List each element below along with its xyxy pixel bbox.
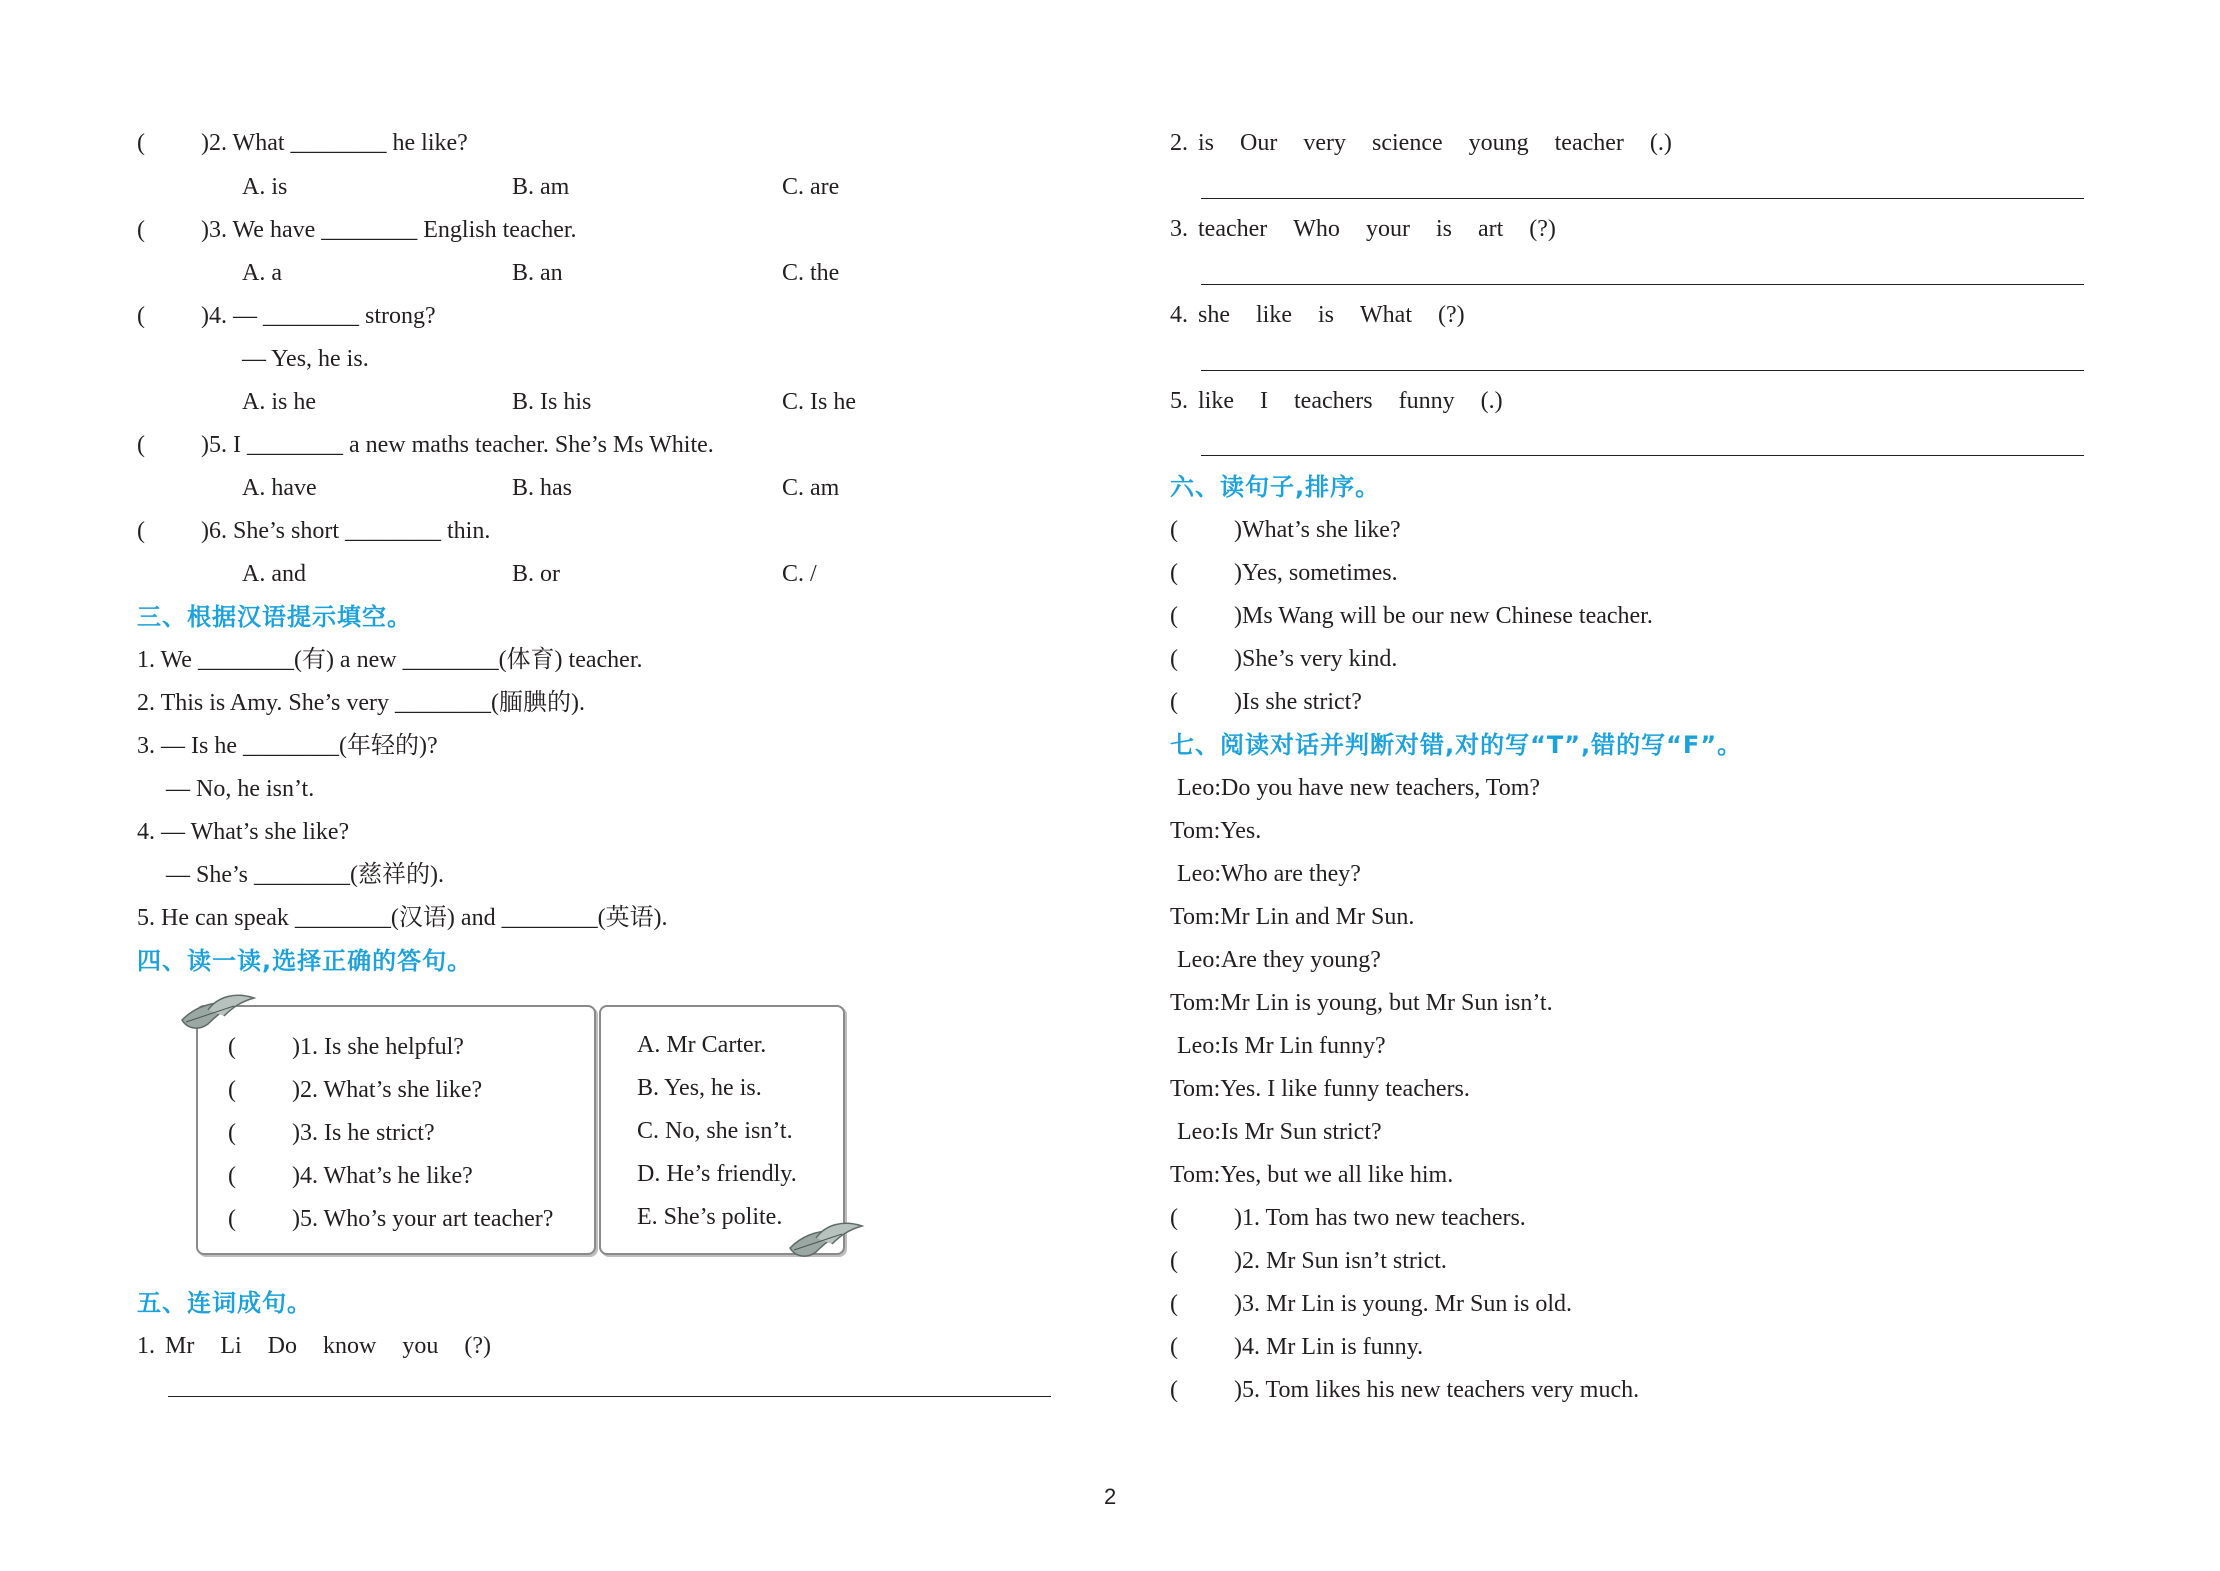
fill-line-2: 2. This is Amy. She’s very ________(腼腆的). (137, 690, 585, 716)
match-question-3: ( )3. Is he strict? (228, 1120, 435, 1146)
mc-question-2: ( )2. What ________ he like? (137, 130, 468, 156)
fill-line-4-reply: — She’s ________(慈祥的). (166, 862, 444, 888)
word-order-item-4: 4. she like is What (?) (1170, 302, 1465, 328)
mc-option-b: B. or (512, 561, 560, 587)
mc-option-b: B. an (512, 260, 563, 286)
match-answer-a: A. Mr Carter. (637, 1032, 767, 1058)
match-answer-d: D. He’s friendly. (637, 1161, 797, 1187)
mc-option-c: C. am (782, 475, 840, 501)
fill-line-1: 1. We ________(有) a new ________(体育) teacher. (137, 647, 643, 673)
order-item-4: ( )She’s very kind. (1170, 646, 1398, 672)
tf-statement-4: ( )4. Mr Lin is funny. (1170, 1334, 1424, 1360)
mc-option-c: C. are (782, 174, 840, 200)
mc-option-a: A. have (242, 475, 317, 501)
mc-option-a: A. is (242, 174, 288, 200)
dialogue-line: Leo:Who are they? (1177, 861, 1361, 887)
answer-line (1201, 370, 2084, 371)
word-order-item-1: 1. Mr Li Do know you (?) (137, 1333, 491, 1359)
dialogue-line: Leo:Is Mr Lin funny? (1177, 1033, 1386, 1059)
page-number: 2 (1104, 1484, 1117, 1509)
match-answer-c: C. No, she isn’t. (637, 1118, 793, 1144)
mc-question-6: ( )6. She’s short ________ thin. (137, 518, 491, 544)
dialogue-line: Tom:Yes, but we all like him. (1170, 1162, 1454, 1188)
order-item-2: ( )Yes, sometimes. (1170, 560, 1398, 586)
match-question-5: ( )5. Who’s your art teacher? (228, 1206, 554, 1232)
match-question-2: ( )2. What’s she like? (228, 1077, 483, 1103)
dialogue-line: Tom:Mr Lin is young, but Mr Sun isn’t. (1170, 990, 1553, 1016)
mc-option-c: C. Is he (782, 389, 856, 415)
mc-option-a: A. and (242, 561, 306, 587)
fill-line-5: 5. He can speak ________(汉语) and ________(英语). (137, 905, 668, 931)
mc-option-c: C. the (782, 260, 840, 286)
dialogue-line: Tom:Yes. (1170, 818, 1262, 844)
match-answer-e: E. She’s polite. (637, 1204, 783, 1230)
mc-question-5: ( )5. I ________ a new maths teacher. She’s Ms White. (137, 432, 714, 458)
mc-option-a: A. a (242, 260, 282, 286)
match-answer-b: B. Yes, he is. (637, 1075, 762, 1101)
mc-option-b: B. Is his (512, 389, 592, 415)
leaf-ornament-icon (786, 1218, 866, 1264)
answer-line (1201, 198, 2084, 199)
match-question-1: ( )1. Is she helpful? (228, 1034, 464, 1060)
mc-question-4: ( )4. — ________ strong? (137, 303, 436, 329)
mc-option-b: B. has (512, 475, 572, 501)
tf-statement-1: ( )1. Tom has two new teachers. (1170, 1205, 1526, 1231)
mc-question-3: ( )3. We have ________ English teacher. (137, 217, 577, 243)
mc-question-4-reply: — Yes, he is. (242, 346, 369, 372)
fill-line-3: 3. — Is he ________(年轻的)? (137, 733, 438, 759)
tf-statement-2: ( )2. Mr Sun isn’t strict. (1170, 1248, 1447, 1274)
answer-line (1201, 455, 2084, 456)
leaf-ornament-icon (178, 990, 258, 1036)
dialogue-line: Leo:Is Mr Sun strict? (1177, 1119, 1382, 1145)
fill-line-4: 4. — What’s she like? (137, 819, 350, 845)
word-order-item-3: 3. teacher Who your is art (?) (1170, 216, 1556, 242)
dialogue-line: Tom:Mr Lin and Mr Sun. (1170, 904, 1415, 930)
answer-line (168, 1396, 1051, 1397)
section-6-heading: 六、读句子,排序。 (1170, 473, 1381, 501)
section-4-heading: 四、读一读,选择正确的答句。 (137, 947, 473, 975)
order-item-1: ( )What’s she like? (1170, 517, 1401, 543)
dialogue-line: Tom:Yes. I like funny teachers. (1170, 1076, 1470, 1102)
match-question-4: ( )4. What’s he like? (228, 1163, 473, 1189)
section-3-heading: 三、根据汉语提示填空。 (137, 603, 412, 631)
order-item-3: ( )Ms Wang will be our new Chinese teacher. (1170, 603, 1653, 629)
mc-option-c: C. / (782, 561, 817, 587)
fill-line-3-reply: — No, he isn’t. (166, 776, 315, 802)
word-order-item-2: 2. is Our very science young teacher (.) (1170, 130, 1672, 156)
answer-line (1201, 284, 2084, 285)
mc-option-b: B. am (512, 174, 570, 200)
section-7-heading: 七、阅读对话并判断对错,对的写“T”,错的写“F”。 (1170, 731, 1743, 759)
word-order-item-5: 5. like I teachers funny (.) (1170, 388, 1503, 414)
dialogue-line: Leo:Are they young? (1177, 947, 1381, 973)
order-item-5: ( )Is she strict? (1170, 689, 1362, 715)
tf-statement-3: ( )3. Mr Lin is young. Mr Sun is old. (1170, 1291, 1573, 1317)
dialogue-line: Leo:Do you have new teachers, Tom? (1177, 775, 1541, 801)
tf-statement-5: ( )5. Tom likes his new teachers very much. (1170, 1377, 1640, 1403)
mc-option-a: A. is he (242, 389, 316, 415)
section-5-heading: 五、连词成句。 (137, 1289, 312, 1317)
